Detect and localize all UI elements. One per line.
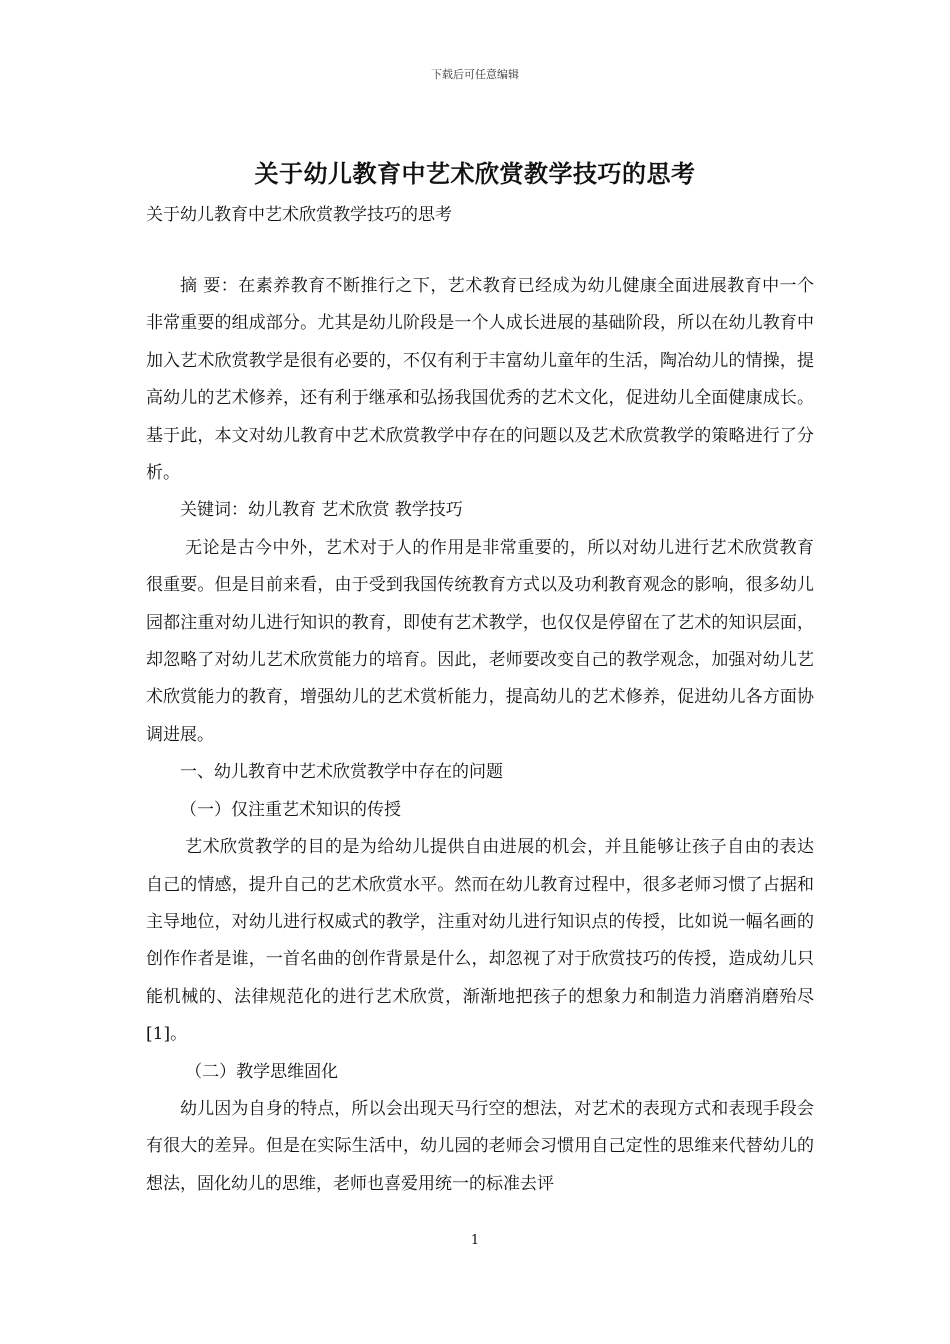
body-paragraph: 幼儿因为自身的特点，所以会出现天马行空的想法，对艺术的表现方式和表现手段会有很大的差异。但是在实际生活中，幼儿园的老师会习惯用自己定性的思维来代替幼儿的想法，固化幼儿的思维，老师也喜爱用统一的标准去评 xyxy=(146,1098,814,1194)
document-title: 关于幼儿教育中艺术欣赏教学技巧的思考 xyxy=(254,159,696,188)
subsection-heading-1: （一）仅注重艺术知识的传授 xyxy=(180,799,401,820)
subsection-heading-2: （二）教学思维固化 xyxy=(185,1061,339,1082)
document-subtitle: 关于幼儿教育中艺术欣赏教学技巧的思考 xyxy=(146,205,452,225)
page-number: 1 xyxy=(470,1233,480,1248)
body-paragraph: 艺术欣赏教学的目的是为给幼儿提供自由进展的机会，并且能够让孩子自由的表达自己的情感，提升自己的艺术欣赏水平。然而在幼儿教育过程中，很多老师习惯了占据和主导地位，对幼儿进行权威式的教学，注重对幼儿进行知识点的传授，比如说一幅名画的创作作者是谁，一首名曲的创作背景是什么，却忽视了对于欣赏技巧的传授，造成幼儿只能机械的、法律规范化的进行艺术欣赏，渐渐地把孩子的想象力和制造力消磨消磨殆尽[1]。 xyxy=(146,837,814,1045)
intro-paragraph: 无论是古今中外，艺术对于人的作用是非常重要的，所以对幼儿进行艺术欣赏教育很重要。但是目前来看，由于受到我国传统教育方式以及功利教育观念的影响，很多幼儿园都注重对幼儿进行知识的教育，即使有艺术教学，也仅仅是停留在了艺术的知识层面，却忽略了对幼儿艺术欣赏能力的培育。因此，老师要改变自己的教学观念，加强对幼儿艺术欣赏能力的教育，增强幼儿的艺术赏析能力，提高幼儿的艺术修养，促进幼儿各方面协调进展。 xyxy=(146,537,814,745)
page-header-note: 下载后可任意编辑 xyxy=(431,68,519,81)
document-body xyxy=(146,268,814,1203)
keywords-paragraph: 关键词：幼儿教育 艺术欣赏 教学技巧 xyxy=(180,500,463,521)
section-heading-1: 一、幼儿教育中艺术欣赏教学中存在的问题 xyxy=(180,762,503,783)
abstract-paragraph: 摘 要：在素养教育不断推行之下，艺术教育已经成为幼儿健康全面进展教育中一个非常重要的组成部分。尤其是幼儿阶段是一个人成长进展的基础阶段，所以在幼儿教育中加入艺术欣赏教学是很有必要的，不仅有利于丰富幼儿童年的生活，陶冶幼儿的情操，提高幼儿的艺术修养，还有利于继承和弘扬我国优秀的艺术文化，促进幼儿全面健康成长。基于此，本文对幼儿教育中艺术欣赏教学中存在的问题以及艺术欣赏教学的策略进行了分析。 xyxy=(146,276,814,484)
